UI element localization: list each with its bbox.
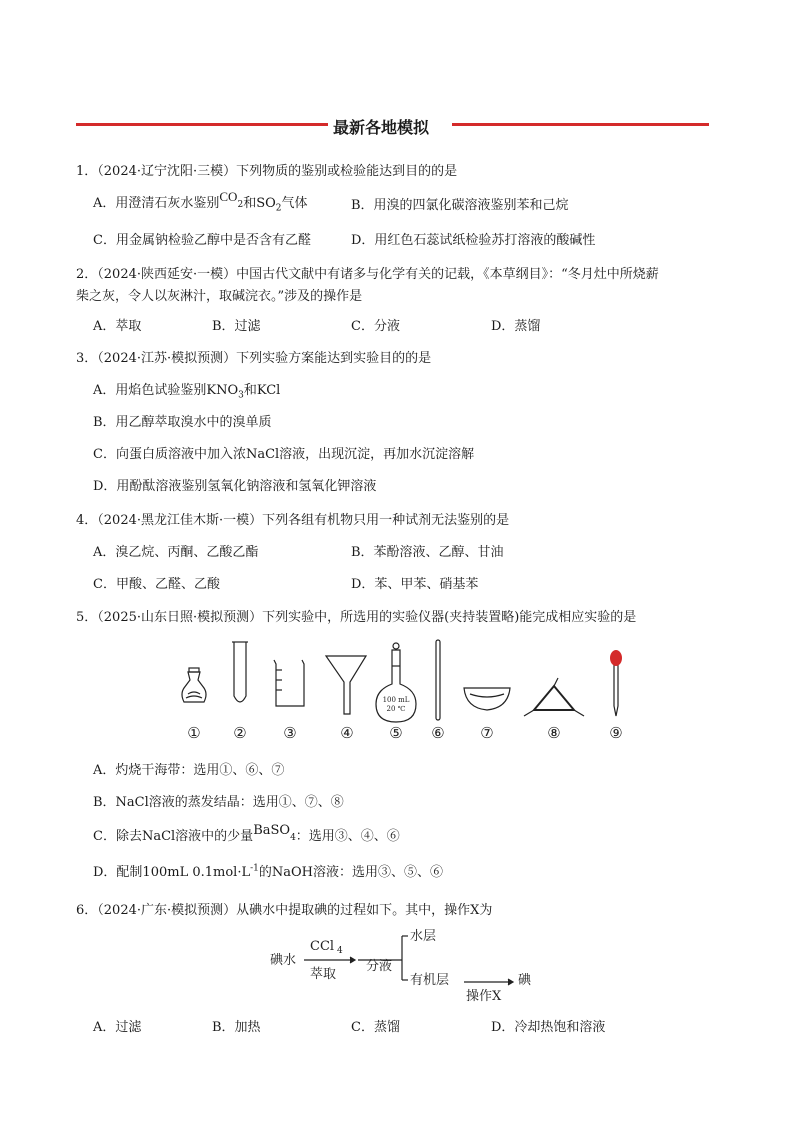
q5-option-c: C．除去NaCl溶液中的少量BaSO$_4$：选用③、④、⑥ (93, 823, 400, 844)
q6-option-d: D．冷却热饱和溶液 (491, 1020, 606, 1035)
flow-reagent: CCl (310, 939, 335, 954)
dropper-bulb-icon (610, 650, 622, 666)
q2-stem-line2: 柴之灰，令人以灰淋汁，取碱浣衣。”涉及的操作是 (76, 289, 363, 304)
q4-option-d: D．苯、甲苯、硝基苯 (351, 577, 479, 592)
flask-temp-label: 20 ℃ (386, 705, 406, 713)
q5-option-d: D．配制100mL $0.1mol\cdot L^{-1}$的NaOH溶液：选用③、⑤、⑥ (93, 863, 443, 880)
q2-option-c: C．分液 (351, 319, 400, 334)
apparatus-label-2: ② (233, 724, 247, 742)
q6-stem: 6．（2024·广东·模拟预测）从碘水中提取碘的过程如下。其中，操作X为 (76, 903, 493, 918)
q4-option-c: C．甲酸、乙醛、乙酸 (93, 577, 220, 592)
apparatus-label-5: ⑤ (389, 724, 403, 742)
q1-option-a: A．用澄清石灰水鉴别$CO_2$和$SO_2$气体 (93, 189, 308, 214)
q3-option-d: D．用酚酞溶液鉴别氢氧化钠溶液和氢氧化钾溶液 (93, 479, 377, 494)
flow-product: 碘 (518, 973, 532, 988)
flow-lower: 有机层 (410, 973, 450, 988)
dropper-icon (614, 664, 618, 716)
q4-option-b: B．苯酚溶液、乙醇、甘油 (351, 545, 504, 560)
q6-option-a: A．过滤 (93, 1020, 142, 1035)
flow-upper: 水层 (410, 929, 437, 944)
q1-option-b: B．用溴的四氯化碳溶液鉴别苯和己烷 (351, 198, 569, 213)
flow-reagent-sub: 4 (337, 946, 343, 956)
q3-option-b: B．用乙醇萃取溴水中的溴单质 (93, 415, 272, 430)
clay-triangle-icon (524, 678, 584, 716)
q6-option-b: B．加热 (212, 1020, 261, 1035)
apparatus-label-7: ⑦ (480, 724, 494, 742)
q2-option-d: D．蒸馏 (491, 319, 541, 334)
q3-option-a: A．用焰色试验鉴别$KNO_3$和KCl (93, 383, 281, 401)
q3-option-c: C．向蛋白质溶液中加入浓NaCl溶液，出现沉淀，再加水沉淀溶解 (93, 447, 475, 462)
q5-option-a: A．灼烧干海带：选用①、⑥、⑦ (93, 763, 285, 778)
flask-volume-label: 100 mL (382, 696, 410, 704)
apparatus-label-8: ⑧ (547, 724, 561, 742)
apparatus-label-1: ① (187, 724, 201, 742)
q3-stem: 3．（2024·江苏·模拟预测）下列实验方案能达到实验目的的是 (76, 351, 432, 366)
section-title: 最新各地模拟 (333, 118, 430, 137)
flow-start: 碘水 (270, 953, 297, 968)
glass-rod-icon (436, 640, 440, 720)
q1-stem: 1．（2024·辽宁沈阳·三模）下列物质的鉴别或检验能达到目的的是 (76, 164, 458, 179)
q5-stem: 5．（2025·山东日照·模拟预测）下列实验中，所选用的实验仪器(夹持装置略)能完成相应实验的是 (76, 610, 637, 625)
q5-option-b: B．NaCl溶液的蒸发结晶：选用①、⑦、⑧ (93, 795, 344, 810)
q1-option-c: C．用金属钠检验乙醇中是否含有乙醛 (93, 233, 311, 248)
q2-option-a: A．萃取 (93, 319, 142, 334)
header-rule-left (76, 123, 328, 126)
apparatus-label-9: ⑨ (609, 724, 623, 742)
q4-option-a: A．溴乙烷、丙酮、乙酸乙酯 (93, 545, 259, 560)
alcohol-lamp-icon (182, 668, 206, 702)
q4-stem: 4．（2024·黑龙江佳木斯·一模）下列各组有机物只用一种试剂无法鉴别的是 (76, 513, 510, 528)
funnel-icon (326, 656, 366, 714)
flow-step2: 分液 (366, 959, 393, 974)
q1-option-d: D．用红色石蕊试纸检验苏打溶液的酸碱性 (351, 233, 596, 248)
header-rule-right (452, 123, 709, 126)
q6-flow-diagram (266, 926, 546, 1002)
test-tube-icon (232, 642, 248, 702)
evaporating-dish-icon (464, 688, 510, 710)
apparatus-label-6: ⑥ (431, 724, 445, 742)
flow-step1: 萃取 (310, 967, 337, 982)
beaker-icon (274, 660, 304, 706)
q2-stem-line1: 2．（2024·陕西延安·一模）中国古代文献中有诸多与化学有关的记载，《本草纲目》：“冬月灶中所烧薪 (76, 267, 659, 282)
q6-option-c: C．蒸馏 (351, 1020, 400, 1035)
q5-apparatus-figure (170, 636, 640, 744)
apparatus-label-3: ③ (283, 724, 297, 742)
q2-option-b: B．过滤 (212, 319, 261, 334)
apparatus-label-4: ④ (340, 724, 354, 742)
flow-opx: 操作X (466, 989, 502, 1002)
